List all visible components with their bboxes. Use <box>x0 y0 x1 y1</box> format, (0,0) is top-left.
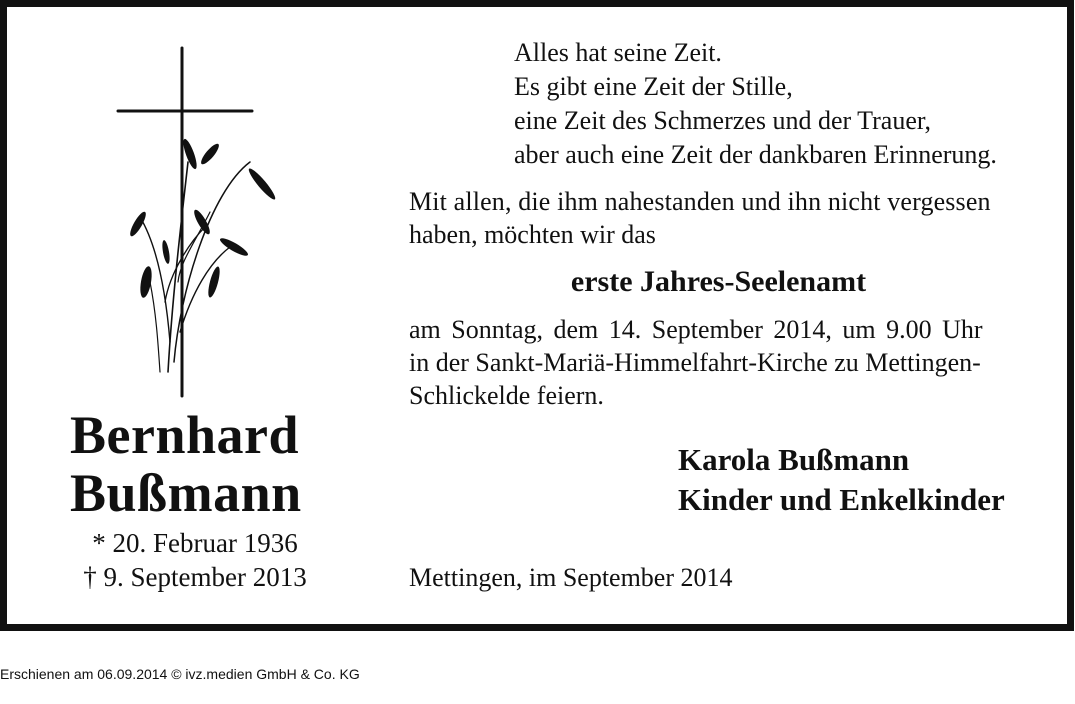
details-line: in der Sankt-Mariä-Himmelfahrt-Kirche zu Mettingen- <box>409 348 981 377</box>
deceased-first-name: Bernhard <box>70 405 300 465</box>
intro-line: haben, möchten wir das <box>409 220 656 249</box>
publication-footer: Erschienen am 06.09.2014 © ivz.medien GmbH & Co. KG <box>0 666 360 682</box>
deceased-last-name: Bußmann <box>70 463 302 523</box>
details-line: am Sonntag, dem 14. September 2014, um 9.00 Uhr <box>409 315 983 344</box>
poem-line: Es gibt eine Zeit der Stille, <box>514 72 793 101</box>
signature-line: Kinder und Enkelkinder <box>678 482 1005 517</box>
death-date: † 9. September 2013 <box>83 562 307 592</box>
intro-paragraph <box>409 185 1028 251</box>
intro-line: Mit allen, die ihm nahestanden und ihn nicht vergessen <box>409 187 991 216</box>
poem-line: Alles hat seine Zeit. <box>514 38 722 67</box>
poem-line: eine Zeit des Schmerzes und der Trauer, <box>514 106 932 135</box>
cross-with-wheat-icon <box>110 42 290 402</box>
place-date: Mettingen, im September 2014 <box>409 563 733 592</box>
birth-date: * 20. Februar 1936 <box>92 528 298 558</box>
poem <box>514 36 997 172</box>
poem-line: aber auch eine Zeit der dankbaren Erinnerung. <box>514 140 997 169</box>
details-paragraph <box>409 313 1028 412</box>
signature-line: Karola Bußmann <box>678 442 910 477</box>
details-line: Schlickelde feiern. <box>409 381 604 410</box>
event-title: erste Jahres-Seelenamt <box>570 265 867 298</box>
